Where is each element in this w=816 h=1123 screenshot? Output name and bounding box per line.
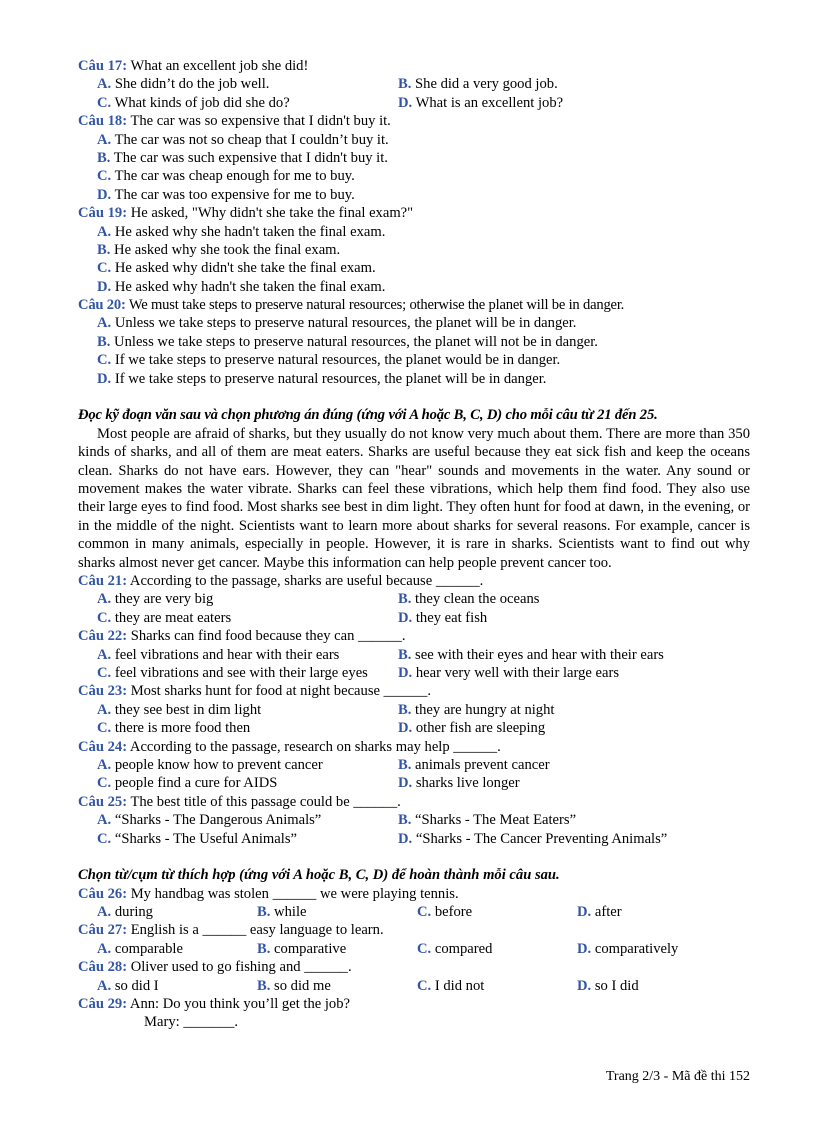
question-20: Câu 20: We must take steps to preserve natural resources; otherwise the planet will be in danger. (78, 297, 625, 314)
option-24b: B. animals prevent cancer (398, 756, 550, 773)
page-footer: Trang 2/3 - Mã đề thi 152 (605, 1069, 750, 1084)
option-19a: A. He asked why she hadn't taken the final exam. (97, 223, 386, 240)
option-23a: A. they see best in dim light (97, 701, 262, 718)
exam-page (78, 57, 750, 1032)
question-18: Câu 18: The car was so expensive that I didn't buy it. (78, 113, 391, 130)
option-21a: A. they are very big (97, 591, 214, 608)
option-20d: D. If we take steps to preserve natural resources, the planet will be in danger. (97, 370, 547, 387)
option-23b: B. they are hungry at night (398, 701, 555, 718)
option-28c: C. I did not (417, 977, 485, 994)
option-18c: C. The car was cheap enough for me to buy. (97, 168, 355, 185)
question-19: Câu 19: He asked, "Why didn't she take the final exam?" (78, 205, 414, 222)
option-25c: C. “Sharks - The Useful Animals” (97, 830, 297, 847)
option-21c: C. they are meat eaters (97, 609, 232, 626)
question-24: Câu 24: According to the passage, research on sharks may help ______. (78, 738, 501, 755)
option-21b: B. they clean the oceans (398, 591, 540, 608)
option-26c: C. before (417, 904, 473, 921)
option-22b: B. see with their eyes and hear with their ears (398, 646, 664, 663)
section-heading-vocabulary: Chọn từ/cụm từ thích hợp (ứng với A hoặc B, C, D) để hoàn thành mỗi câu sau. (78, 867, 560, 884)
question-22: Câu 22: Sharks can find food because they can ______. (78, 628, 406, 645)
question-28: Câu 28: Oliver used to go fishing and ______. (78, 959, 352, 976)
option-28a: A. so did I (97, 977, 159, 994)
section-heading-reading: Đọc kỹ đoạn văn sau và chọn phương án đúng (ứng với A hoặc B, C, D) cho mỗi câu từ 21 đến 25. (78, 407, 658, 424)
question-29-reply: Mary: _______. (144, 1014, 239, 1031)
option-26a: A. during (97, 904, 153, 921)
option-17a: A. She didn’t do the job well. (97, 76, 270, 93)
option-18a: A. The car was not so cheap that I couldn’t buy it. (97, 131, 389, 148)
option-24a: A. people know how to prevent cancer (97, 756, 323, 773)
option-20c: C. If we take steps to preserve natural resources, the planet would be in danger. (97, 352, 561, 369)
option-27a: A. comparable (97, 940, 183, 957)
option-25a: A. “Sharks - The Dangerous Animals” (97, 812, 322, 829)
question-26: Câu 26: My handbag was stolen ______ we were playing tennis. (78, 885, 459, 902)
option-24c: C. people find a cure for AIDS (97, 775, 278, 792)
option-23c: C. there is more food then (97, 720, 251, 737)
option-26b: B. while (257, 904, 307, 921)
option-25b: B. “Sharks - The Meat Eaters” (398, 812, 577, 829)
option-28d: D. so I did (577, 977, 639, 994)
question-25: Câu 25: The best title of this passage could be ______. (78, 793, 401, 810)
reading-passage: Most people are afraid of sharks, but they usually do not know very much about them. There are more than 350 kinds of sharks, and all of them are meat eaters. Sharks are useful because they eat sick fish and keep the oceans clean. Sharks do not have ears. However, they can "hear" sounds and movements in the water. Any sound or movement makes the water vibrate. Sharks can feel these vibrations, which help them find food. They also use their large eyes to find food. Most sharks see best in dim light. They often hunt for food at dawn, in the evening, or in the middle of the night. Scientists want to learn more about sharks for several reasons. For example, cancer is common in many animals, especially in people. However, it is rare in sharks. Scientists want to find out why sharks almost never get cancer. Maybe this information can help people prevent cancer too. (78, 425, 750, 571)
option-26d: D. after (577, 904, 622, 921)
question-21: Câu 21: According to the passage, sharks are useful because ______. (78, 573, 484, 590)
option-18d: D. The car was too expensive for me to buy. (97, 186, 355, 203)
option-22d: D. hear very well with their large ears (398, 665, 620, 682)
option-19d: D. He asked why hadn't she taken the final exam. (97, 278, 386, 295)
option-18b: B. The car was such expensive that I didn't buy it. (97, 149, 388, 166)
option-21d: D. they eat fish (398, 609, 488, 626)
option-19c: C. He asked why didn't she take the final exam. (97, 260, 376, 277)
option-20a: A. Unless we take steps to preserve natural resources, the planet will be in danger. (97, 315, 577, 332)
option-27c: C. compared (417, 940, 493, 957)
option-22c: C. feel vibrations and see with their large eyes (97, 665, 368, 682)
option-27b: B. comparative (257, 940, 347, 957)
question-17: Câu 17: What an excellent job she did! (78, 58, 309, 74)
option-23d: D. other fish are sleeping (398, 720, 546, 737)
question-29: Câu 29: Ann: Do you think you’ll get the job? (78, 996, 351, 1013)
option-17d: D. What is an excellent job? (398, 94, 564, 111)
question-23: Câu 23: Most sharks hunt for food at night because ______. (78, 683, 432, 700)
option-27d: D. comparatively (577, 940, 679, 957)
option-25d: D. “Sharks - The Cancer Preventing Animals” (398, 830, 668, 847)
option-20b: B. Unless we take steps to preserve natural resources, the planet will not be in danger. (97, 333, 598, 350)
option-28b: B. so did me (257, 977, 331, 994)
question-27: Câu 27: English is a ______ easy language to learn. (78, 922, 384, 939)
option-24d: D. sharks live longer (398, 775, 520, 792)
option-17c: C. What kinds of job did she do? (97, 94, 290, 111)
option-22a: A. feel vibrations and hear with their ears (97, 646, 340, 663)
option-19b: B. He asked why she took the final exam. (97, 241, 341, 258)
option-17b: B. She did a very good job. (398, 76, 558, 93)
